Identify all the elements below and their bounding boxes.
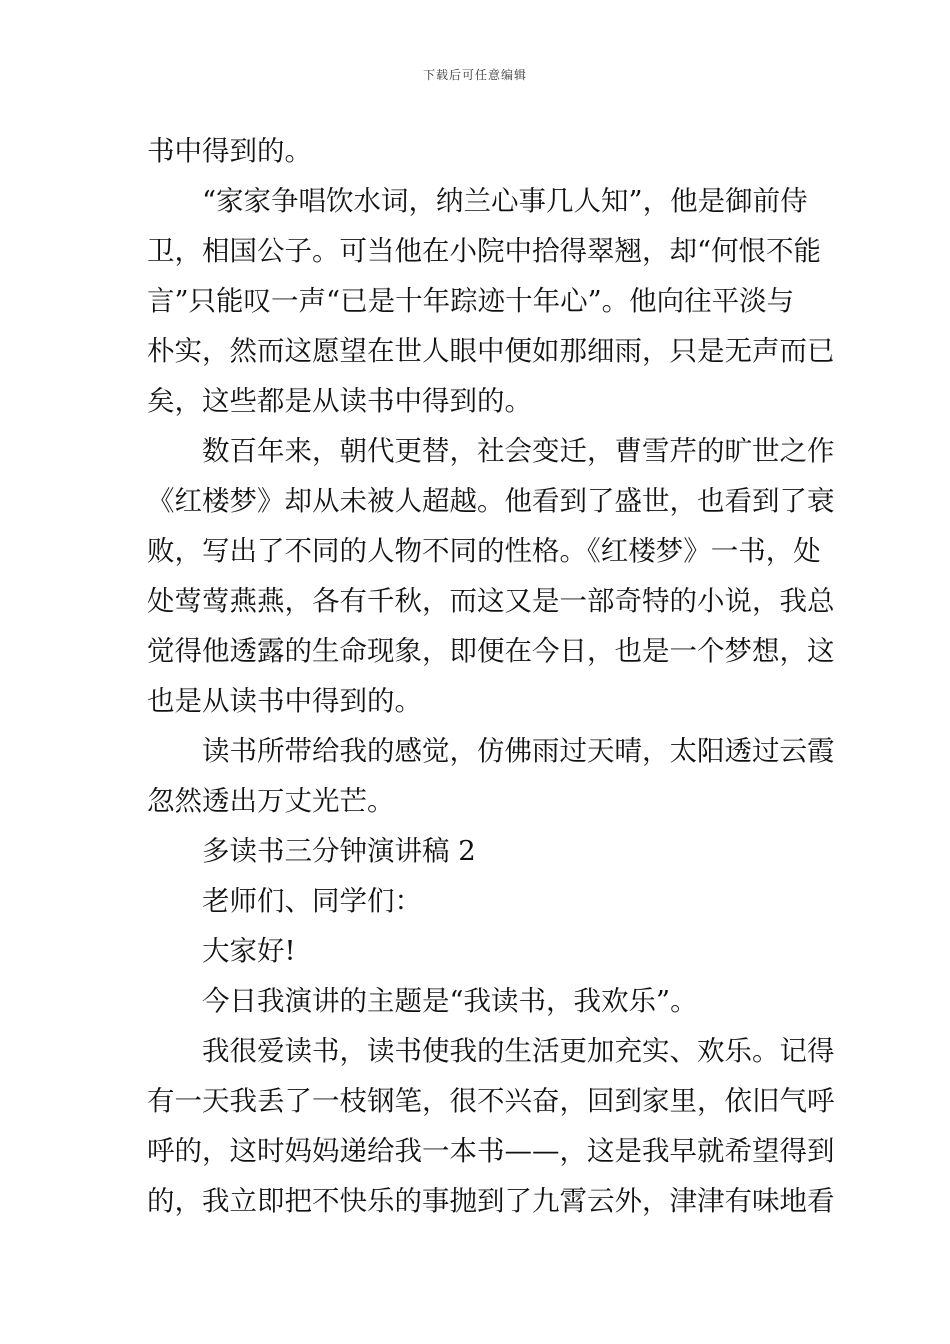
text-line: 忽然透出万丈光芒。: [147, 785, 395, 817]
text-line: 我很爱读书，读书使我的生活更加充实、欢乐。记得: [202, 1035, 835, 1067]
text-line: 朴实，然而这愿望在世人眼中便如那细雨，只是无声而已: [147, 335, 835, 367]
text-line: 书中得到的。: [147, 135, 312, 167]
text-line: 有一天我丢了一枝钢笔，很不兴奋，回到家里，依旧气呼: [147, 1085, 835, 1117]
text-line: 《红楼梦》却从未被人超越。他看到了盛世，也看到了衰: [147, 485, 835, 517]
text-line: 呼的，这时妈妈递给我一本书——，这是我早就希望得到: [147, 1135, 835, 1167]
text-line: 处莺莺燕燕，各有千秋，而这又是一部奇特的小说，我总: [147, 585, 835, 617]
page-header: 下载后可任意编辑: [422, 68, 527, 82]
section-title: 多读书三分钟演讲稿 2: [202, 835, 476, 867]
text-line: 也是从读书中得到的。: [147, 685, 422, 717]
salutation: 老师们、同学们：: [202, 885, 422, 917]
text-line: “家家争唱饮水词，纳兰心事几人知”，他是御前侍: [202, 185, 808, 217]
greeting: 大家好!: [202, 935, 296, 967]
text-line: 今日我演讲的主题是“我读书，我欢乐”。: [202, 985, 698, 1017]
text-line: 卫，相国公子。可当他在小院中拾得翠翘，却“何恨不能: [147, 235, 822, 267]
text-line: 数百年来，朝代更替，社会变迁，曹雪芹的旷世之作: [202, 435, 835, 467]
text-line: 矣，这些都是从读书中得到的。: [147, 385, 532, 417]
document-body: [147, 126, 835, 1226]
text-line: 觉得他透露的生命现象，即便在今日，也是一个梦想，这: [147, 635, 835, 667]
text-line: 言”只能叹一声“已是十年踪迹十年心”。他向往平淡与: [147, 285, 795, 317]
text-line: 读书所带给我的感觉，仿佛雨过天晴，太阳透过云霞: [202, 735, 835, 767]
text-line: 败，写出了不同的人物不同的性格。《红楼梦》一书，处: [147, 535, 821, 567]
text-line: 的，我立即把不快乐的事抛到了九霄云外，津津有味地看: [147, 1185, 835, 1217]
